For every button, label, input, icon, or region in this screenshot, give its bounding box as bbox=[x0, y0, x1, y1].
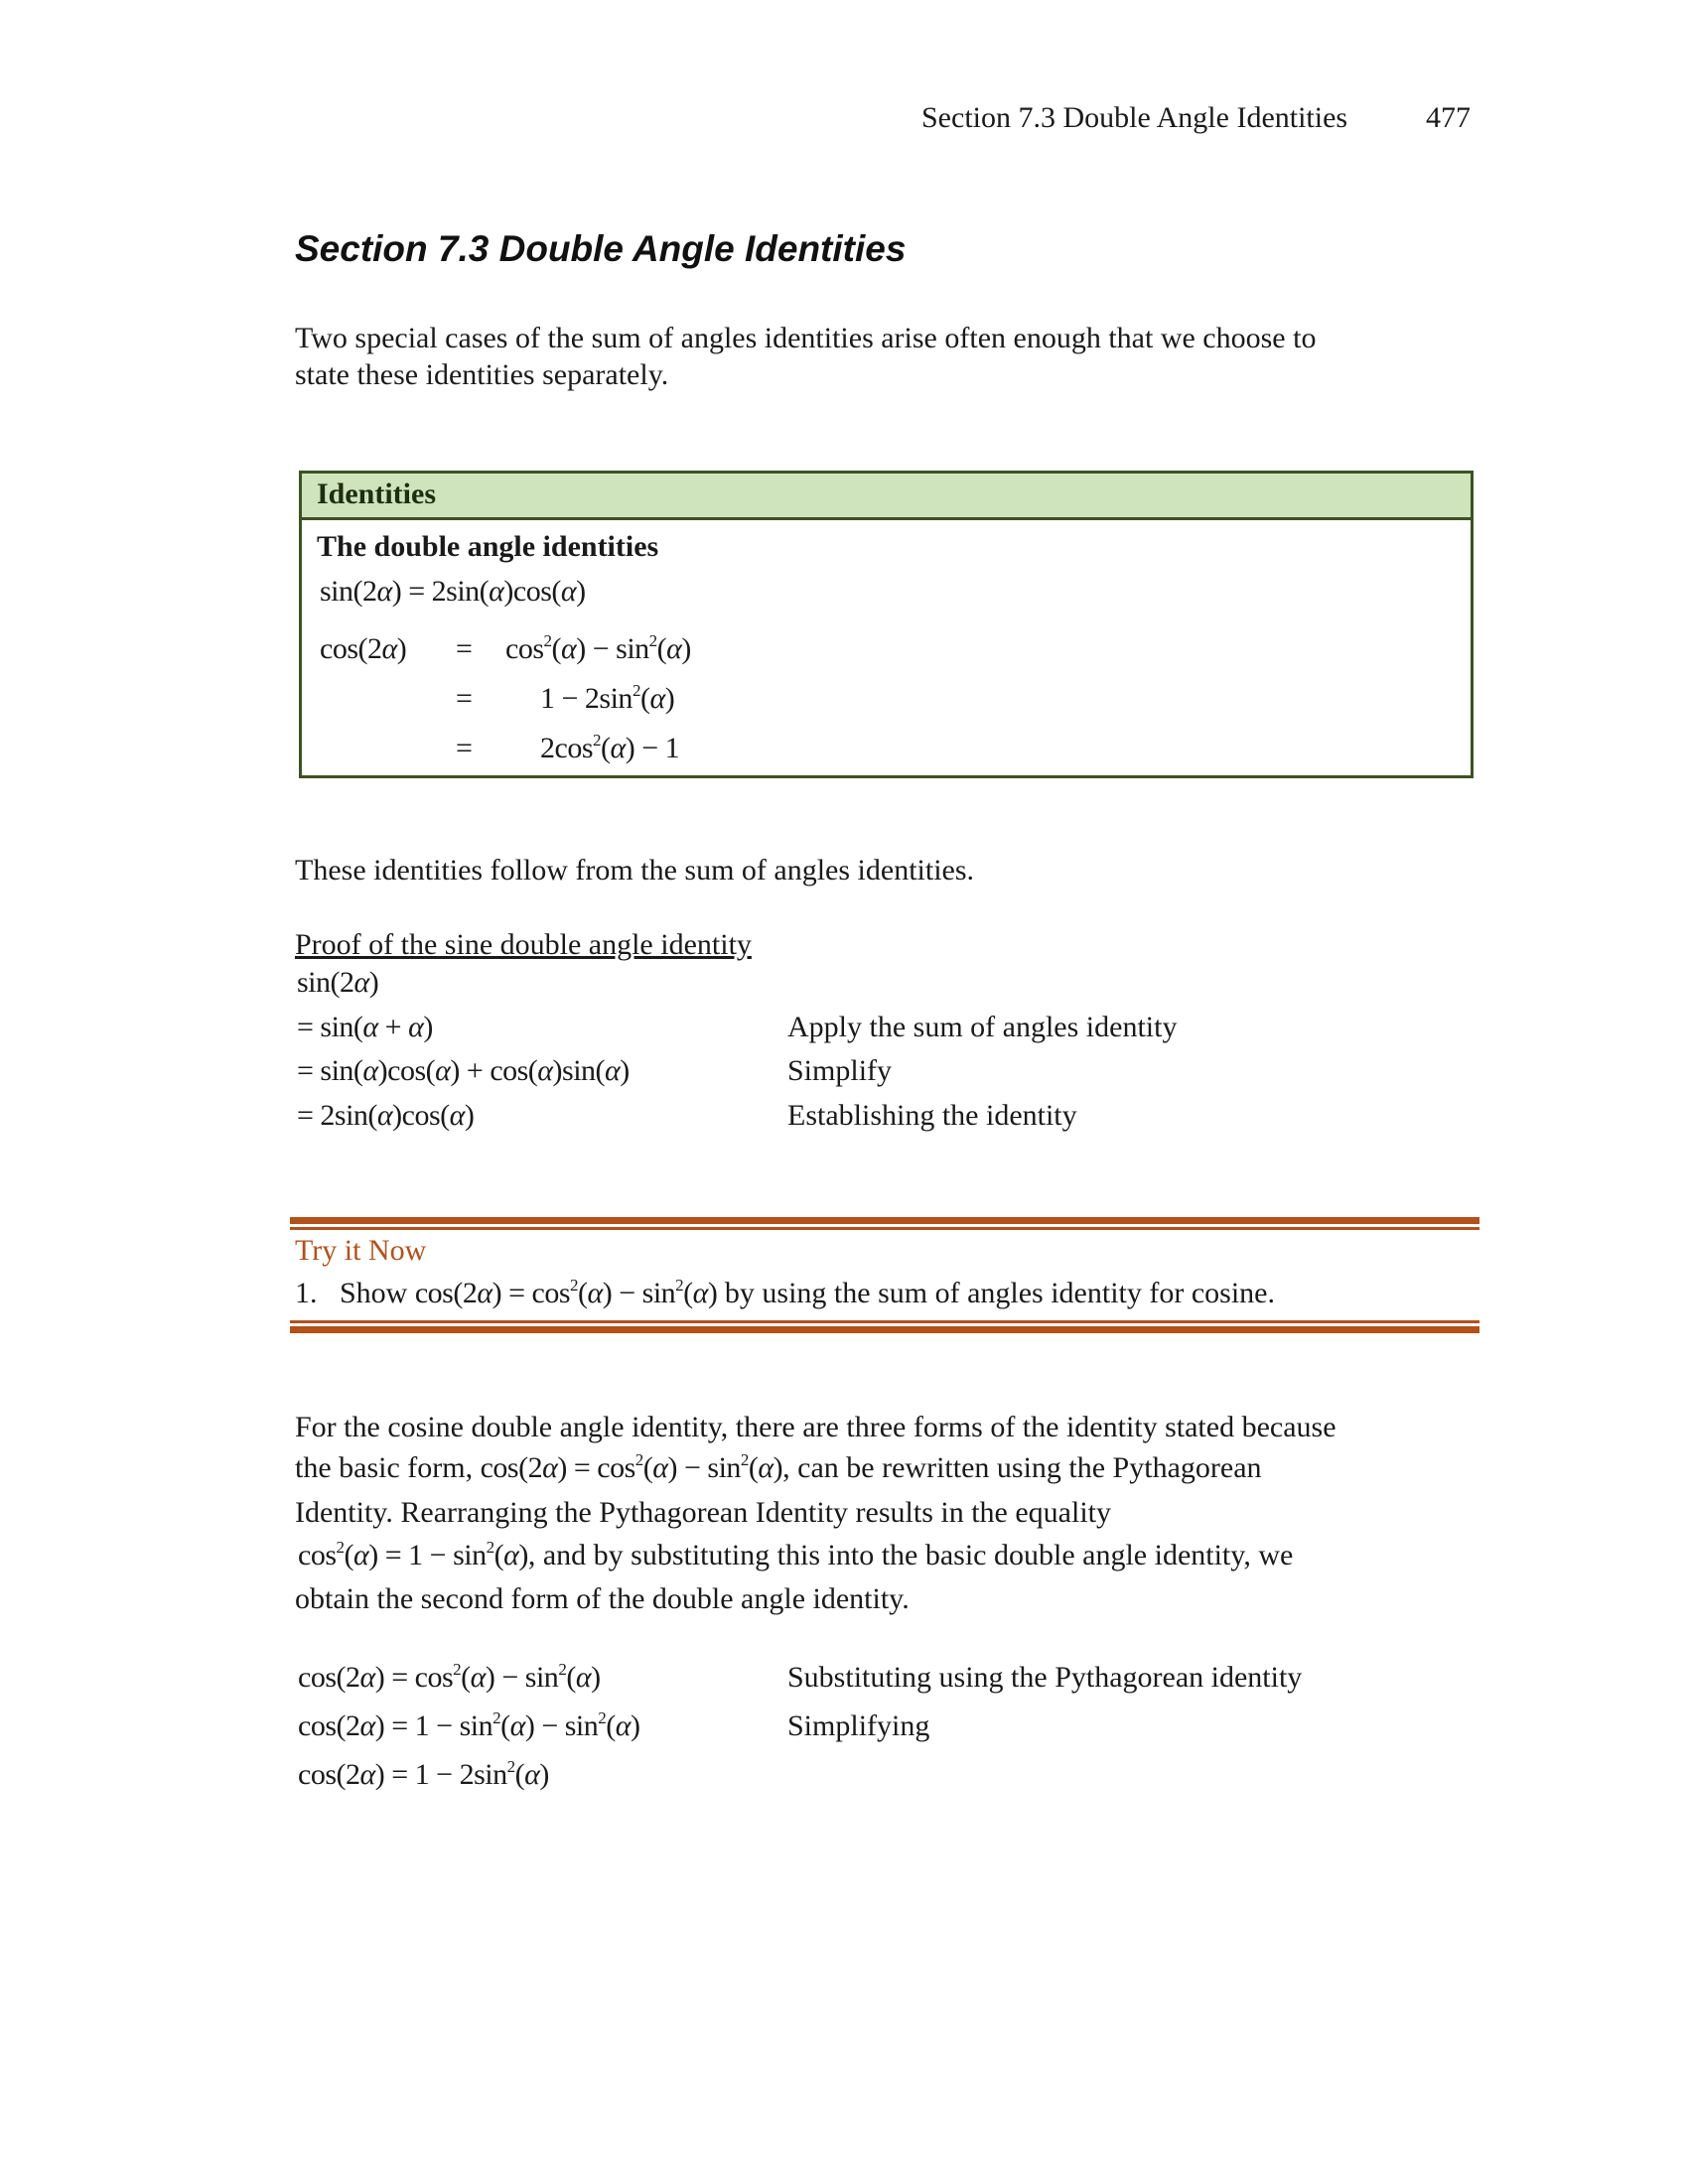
equals-sign: = bbox=[456, 682, 473, 715]
cos-form-2: $1 - 2\sin^2(\alpha)$ bbox=[540, 681, 675, 715]
identities-box-header bbox=[302, 474, 1471, 520]
identities-box bbox=[299, 471, 1474, 778]
exercise-text: by using the sum of angles identity for cosine. bbox=[724, 1277, 1275, 1309]
text: , can be rewritten using the Pythagorean bbox=[782, 1451, 1262, 1484]
derivation-note-2: Simplifying bbox=[787, 1709, 930, 1742]
derivation-step-2: $\cos(2\alpha) = 1 - \sin^2(\alpha) - \sin^2(\alpha)$ bbox=[298, 1708, 640, 1742]
paragraph-line-4: $\cos^2(\alpha) = 1 - \sin^2(\alpha)$, and by substituting this into the basic double angle identity, we bbox=[298, 1538, 1294, 1571]
running-header: Section 7.3 Double Angle Identities bbox=[921, 101, 1348, 134]
paragraph-line-1: For the cosine double angle identity, there are three forms of the identity stated because bbox=[295, 1411, 1336, 1443]
proof-note-2: Simplify bbox=[787, 1054, 893, 1087]
paragraph-line-3: Identity. Rearranging the Pythagorean Identity results in the equality bbox=[295, 1496, 1111, 1529]
exercise-show: Show bbox=[340, 1277, 408, 1309]
try-it-now-bottom-rule bbox=[290, 1326, 1479, 1333]
box-subheading: The double angle identities bbox=[317, 530, 659, 563]
sin-double-angle-formula: sin(2α) = 2sin(α)cos(α) bbox=[320, 575, 586, 608]
proof-step-0: sin(2α) bbox=[297, 966, 379, 999]
try-it-now-label: Try it Now bbox=[295, 1234, 427, 1267]
cos-form-1: $\cos^2(\alpha) - \sin^2(\alpha)$ bbox=[505, 631, 691, 665]
proof-heading-text: Proof of the sine double angle identity bbox=[295, 928, 752, 961]
proof-step-2: = sin(α)cos(α) + cos(α)sin(α) bbox=[297, 1054, 630, 1087]
proof-note-1: Apply the sum of angles identity bbox=[787, 1011, 1178, 1043]
exercise-number: 1. bbox=[295, 1277, 318, 1309]
proof-note-3: Establishing the identity bbox=[787, 1099, 1077, 1132]
page-number: 477 bbox=[1426, 101, 1471, 134]
equals-sign: = bbox=[456, 732, 473, 764]
derivation-step-3: $\cos(2\alpha) = 1 - 2\sin^2(\alpha)$ bbox=[298, 1757, 549, 1791]
equals-sign: = bbox=[456, 632, 473, 665]
try-it-now-bottom-rule-thin bbox=[290, 1320, 1479, 1323]
cos-double-angle-lhs: cos(2α) bbox=[320, 632, 407, 665]
derivation-step-1: $\cos(2\alpha) = \cos^2(\alpha) - \sin^2(\alpha)$ bbox=[298, 1660, 601, 1694]
intro-line-1: Two special cases of the sum of angles identities arise often enough that we choose to bbox=[295, 322, 1317, 354]
derivation-note-1: Substituting using the Pythagorean identity bbox=[787, 1661, 1303, 1694]
paragraph-line-5: obtain the second form of the double angle identity. bbox=[295, 1582, 910, 1615]
proof-step-3: = 2sin(α)cos(α) bbox=[297, 1099, 475, 1132]
proof-step-1: = sin(α + α) bbox=[297, 1011, 433, 1043]
try-it-now-top-rule-thin bbox=[290, 1227, 1479, 1230]
section-title: Section 7.3 Double Angle Identities bbox=[295, 228, 907, 269]
cos-form-3: $2\cos^2(\alpha) - 1$ bbox=[540, 731, 680, 764]
try-it-now-top-rule bbox=[290, 1217, 1479, 1224]
text: the basic form, bbox=[295, 1451, 474, 1484]
intro-line-2: state these identities separately. bbox=[295, 358, 669, 391]
paragraph-line-2: the basic form, $\cos(2\alpha) = \cos^2(\alpha) - \sin^2(\alpha)$, can be rewritten using the Pythagorean bbox=[295, 1450, 1262, 1484]
proof-heading bbox=[295, 926, 752, 964]
text: , and by substituting this into the basic double angle identity, we bbox=[527, 1539, 1294, 1571]
follow-text: These identities follow from the sum of angles identities. bbox=[295, 854, 975, 887]
try-it-now-exercise-1: 1. Show $\cos(2\alpha) = \cos^2(\alpha) - \sin^2(\alpha)$ by using the sum of angles identity for cosine. bbox=[295, 1276, 1275, 1309]
box-heading: Identities bbox=[317, 478, 436, 510]
